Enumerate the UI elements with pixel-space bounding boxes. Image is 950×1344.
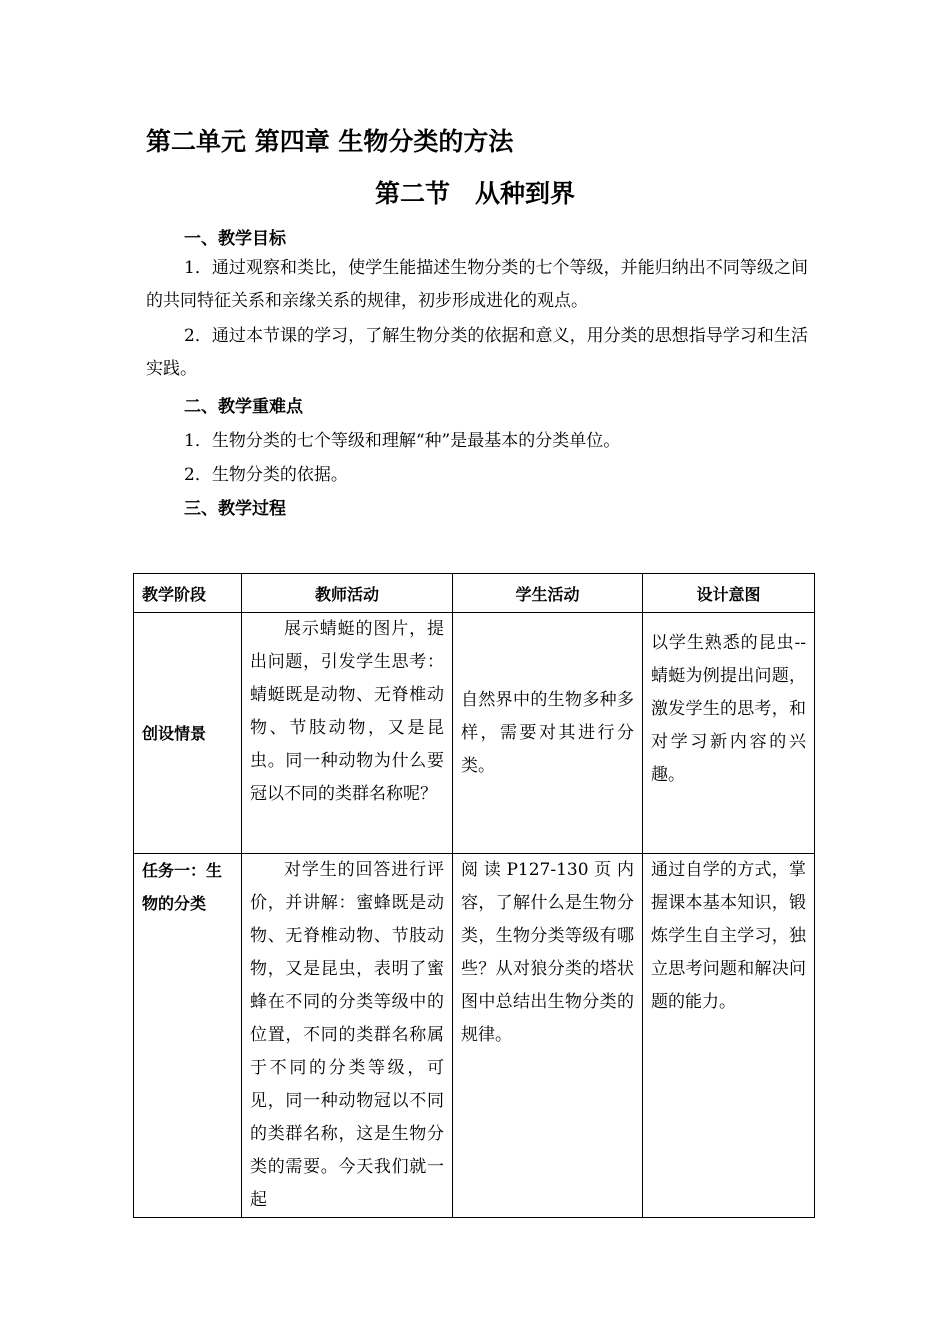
student-activity-cell: 阅读P127-130页内容，了解什么是生物分类，生物分类等级有哪些？从对狼分类的塔状图中总结出生物分类的规律。 — [453, 854, 643, 1218]
header-stage: 教学阶段 — [134, 574, 242, 613]
teacher-activity-cell: 展示蜻蜓的图片，提出问题，引发学生思考：蜻蜓既是动物、无脊椎动物、节肢动物，又是昆虫。同一种动物为什么要冠以不同的类群名称呢？ — [242, 613, 453, 854]
goal-paragraph-2: 2．通过本节课的学习，了解生物分类的依据和意义，用分类的思想指导学习和生活实践。 — [146, 326, 808, 379]
design-intent-cell: 以学生熟悉的昆虫--蜻蜓为例提出问题，激发学生的思考，和对学习新内容的兴趣。 — [643, 613, 815, 854]
heading-teaching-goals: 一、教学目标 — [184, 229, 286, 249]
key-point-2: 2．生物分类的依据。 — [184, 465, 348, 485]
table-row — [134, 854, 815, 1218]
teacher-activity-cell: 对学生的回答进行评价，并讲解：蜜蜂既是动物、无脊椎动物、节肢动物，又是昆虫，表明了蜜蜂在不同的分类等级中的位置，不同的类群名称属于不同的分类等级，可见，同一种动物冠以不同的类群名称，这是生物分类的需要。今天我们就一起 — [242, 854, 453, 1218]
section-subtitle: 第二节 从种到界 — [374, 179, 575, 208]
student-activity-cell: 自然界中的生物多种多样，需要对其进行分类。 — [453, 613, 643, 854]
design-intent-cell: 通过自学的方式，掌握课本基本知识，锻炼学生自主学习，独立思考问题和解决问题的能力。 — [643, 854, 815, 1218]
heading-teaching-process: 三、教学过程 — [184, 499, 286, 519]
stage-cell: 任务一：生物的分类 — [134, 854, 242, 1218]
table-row — [134, 613, 815, 854]
header-design-intent: 设计意图 — [643, 574, 815, 613]
stage-cell: 创设情景 — [134, 613, 242, 854]
heading-key-points: 二、教学重难点 — [184, 397, 303, 417]
lesson-table — [133, 573, 815, 1218]
header-student-activity: 学生活动 — [453, 574, 643, 613]
header-teacher-activity: 教师活动 — [242, 574, 453, 613]
key-point-1: 1．生物分类的七个等级和理解“种”是最基本的分类单位。 — [184, 431, 621, 451]
goal-paragraph-1: 1．通过观察和类比，使学生能描述生物分类的七个等级，并能归纳出不同等级之间的共同特征关系和亲缘关系的规律，初步形成进化的观点。 — [146, 258, 808, 311]
table-header-row — [134, 574, 815, 613]
document-title: 第二单元 第四章 生物分类的方法 — [146, 127, 514, 156]
